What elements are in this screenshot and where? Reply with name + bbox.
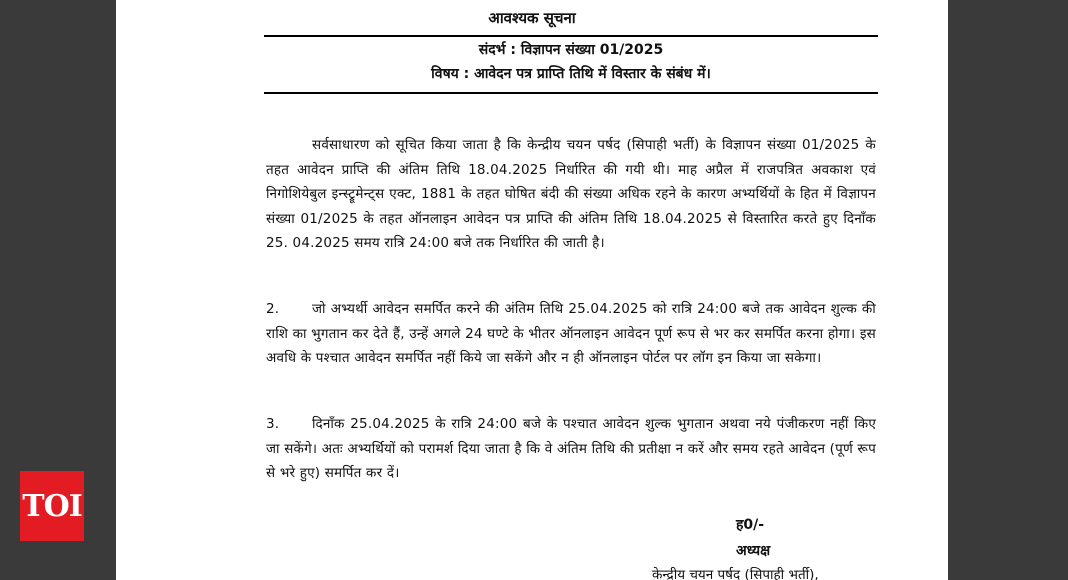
paragraph-2-number: 2. <box>266 301 280 317</box>
notice-title: आवश्यक सूचना <box>488 9 576 27</box>
paragraph-2-text: जो अभ्यर्थी आवेदन समर्पित करने की अंतिम तिथि 25.04.2025 को रात्रि 24:00 बजे तक आवेदन शुल्क की राशि का भुगतान कर देते हैं, उन्हें अगले 24 घण्टे के भीतर ऑनलाइन आवेदन पूर्ण रूप से भर कर समर्पित करना होगा। इस अवधि के पश्चात आवेदन समर्पित नहीं किये जा सकेंगे और न ही ऑनलाइन पोर्टल पर लॉग इन किया जा सकेगा। <box>266 301 876 367</box>
reference-line: संदर्भ : विज्ञापन संख्या 01/2025 <box>478 42 664 58</box>
header-divider-top <box>264 35 878 37</box>
subject-line: विषय : आवेदन पत्र प्राप्ति तिथि में विस्तार के संबंध में। <box>431 66 711 82</box>
paragraph-1-text: सर्वसाधारण को सूचित किया जाता है कि केन्द्रीय चयन पर्षद (सिपाही भर्ती) के विज्ञापन संख्या 01/2025 के तहत आवेदन प्राप्ति की अंतिम तिथि 18.04.2025 निर्धारित की गयी थी। माह अप्रैल में राजपत्रित अवकाश एवं निगोशियेबुल इन्स्ट्रूमेन्ट्स एक्ट, 1881 के तहत घोषित बंदी की संख्या अधिक रहने के कारण अभ्यर्थियों के हित में विज्ञापन संख्या 01/2025 के तहत ऑनलाइन आवेदन पत्र प्राप्ति की अंतिम तिथि 18.04.2025 से विस्तारित करते हुए दिनाँक 25. 04.2025 समय रात्रि 24:00 बजे तक निर्धारित की जाती है। <box>266 137 876 252</box>
paragraph-3-number: 3. <box>266 416 280 432</box>
signature-mark: ह0/- <box>736 517 765 533</box>
signature-office: केन्द्रीय चयन पर्षद (सिपाही भर्ती), <box>652 567 819 580</box>
header-divider-bottom <box>264 92 878 94</box>
document-page <box>116 0 948 580</box>
signature-designation: अध्यक्ष <box>736 543 771 559</box>
paragraph-3-text: दिनाँक 25.04.2025 के रात्रि 24:00 बजे के पश्चात आवेदन शुल्क भुगतान अथवा नये पंजीकरण नहीं किए जा सकेंगे। अतः अभ्यर्थियों को परामर्श दिया जाता है कि वे अंतिम तिथि की प्रतीक्षा न करें और समय रहते आवेदन (पूर्ण रूप से भरे हुए) समर्पित कर दें। <box>266 416 876 482</box>
paragraph-1 <box>266 133 876 256</box>
paragraph-2 <box>266 297 876 371</box>
right-margin <box>948 0 1068 580</box>
toi-logo <box>20 471 84 541</box>
paragraph-3 <box>266 412 876 486</box>
toi-logo-text: TOI <box>22 488 82 524</box>
